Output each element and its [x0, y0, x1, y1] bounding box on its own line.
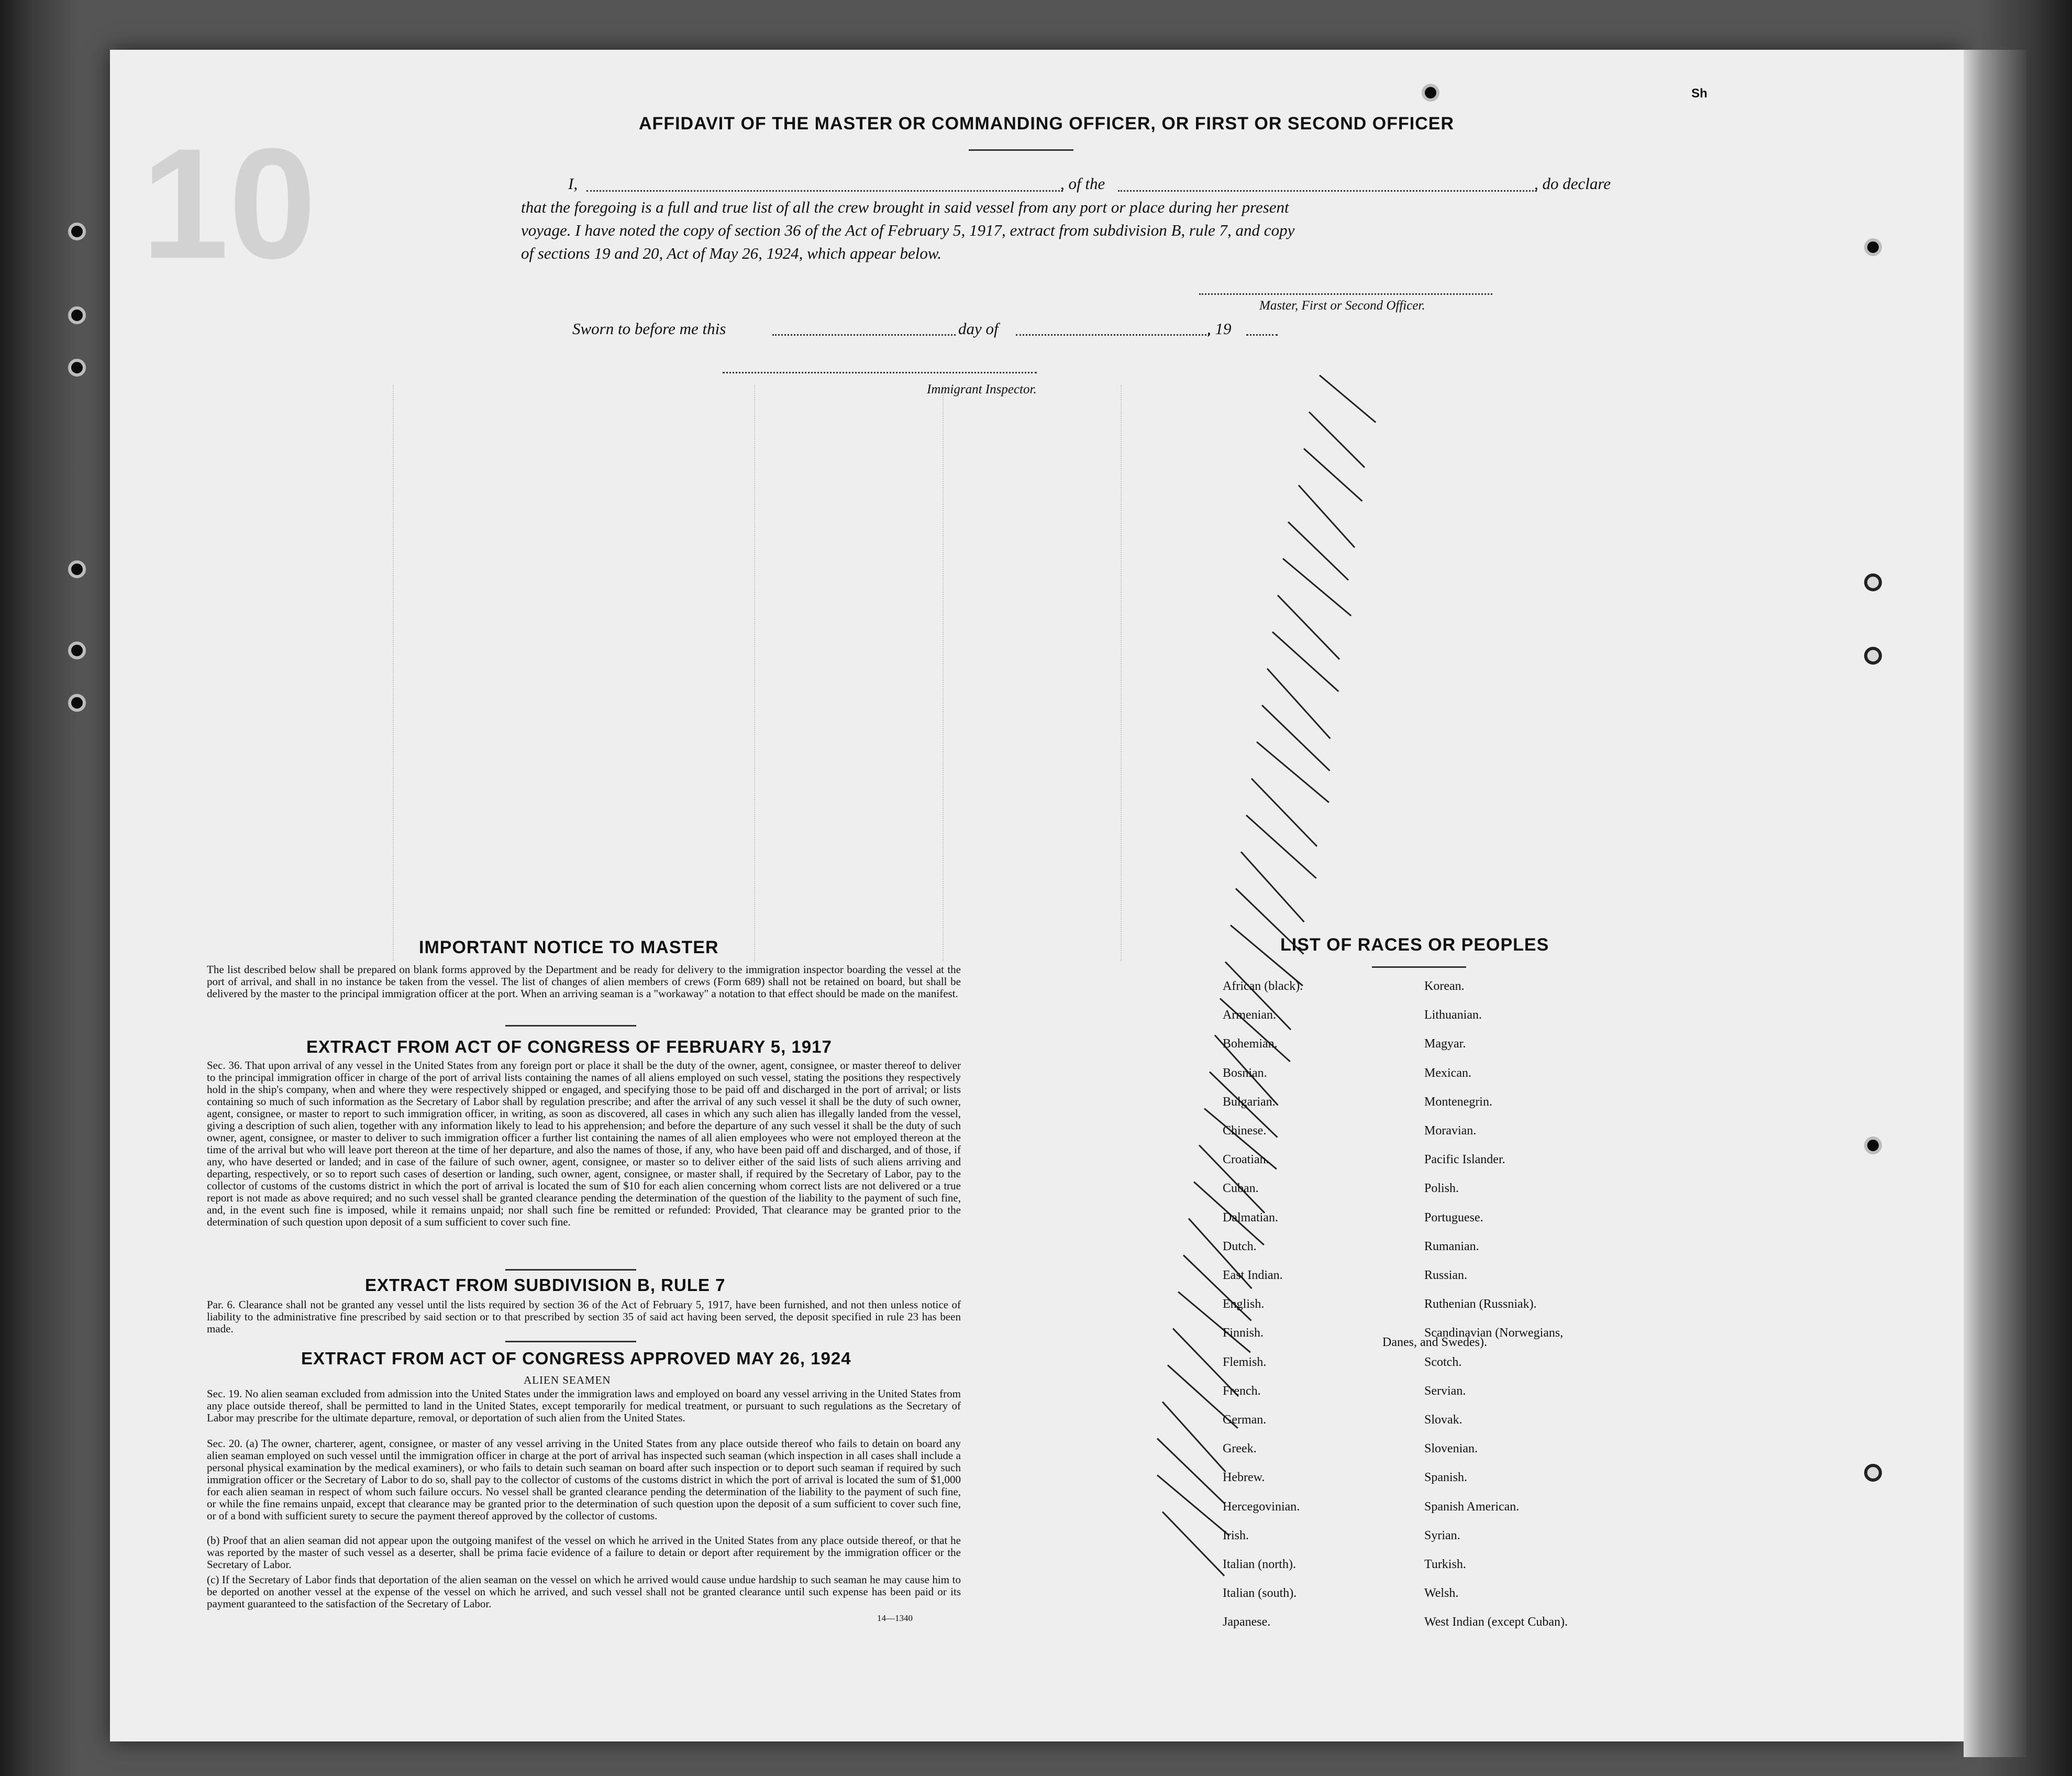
corner-mark: Sh: [1691, 86, 1708, 101]
extract-1924-subtitle: ALIEN SEAMEN: [524, 1374, 611, 1386]
section-rule: [505, 1341, 636, 1342]
document-page: [110, 50, 1964, 1741]
race-item: Magyar.: [1424, 1037, 1466, 1051]
race-item: Chinese.: [1223, 1124, 1267, 1138]
bleed-column-line: [943, 385, 944, 961]
race-item: Portuguese.: [1424, 1210, 1483, 1225]
section-rule: [505, 1025, 636, 1027]
extract-rule7-text: Par. 6. Clearance shall not be granted any vessel until the lists required by section 36 of the Act of February 5, 1917, have been furnished, and not then unless notice of liability to the administrative fine prescribed by said section or to that prescribed by section 35 of said act having been served, the deposit specified in rule 23 has been made.: [207, 1298, 961, 1335]
affidavit-line3: voyage. I have noted the copy of section 36 of the Act of February 5, 1917, extract from subdivision B, rule 7, and copy: [521, 221, 1295, 239]
race-item: German.: [1223, 1413, 1267, 1427]
affidavit-i: I,: [568, 174, 578, 193]
race-item: Bohemian.: [1223, 1037, 1278, 1051]
races-rule: [1372, 966, 1466, 968]
sworn-prefix: Sworn to before me this: [572, 319, 726, 338]
race-item: Bosnian.: [1223, 1066, 1267, 1080]
sworn-month-blank: [1016, 334, 1210, 336]
notice-text: The list described below shall be prepared on blank forms approved by the Department and be ready for delivery to the immigration inspector boarding the vessel at the port of arrival, and shall in no instance be taken from the vessel. The list of changes of alien members of crews (Form 689) shall not be retained on board, but shall be delivered by the master to the principal immigration officer at the port. When an arriving seaman is a "workaway" a notation to that effect should be made on the manifest.: [207, 963, 961, 1000]
affidavit-declare: , do declare: [1534, 174, 1611, 193]
extract-1917-text: Sec. 36. That upon arrival of any vessel in the United States from any foreign port or place it shall be the duty of the owner, agent, consignee, or master thereof to deliver to the principal immigration officer in charge of the port of arrival lists containing the names of all aliens employed on such vessel, stating the positions they respectively hold in the ship's company, when and where they were respectively shipped or engaged, and specifying those to be paid off and discharged in the port of arrival; or lists containing so much of such information as the Secretary of Labor shall by regulation prescribe; and after the arrival of any such vessel it shall be the duty of such owner, agent, consignee, or master to report to such immigration officer, in writing, as soon as discovered, all cases in which any such alien has illegally landed from the vessel, giving a description of such alien, together with any information likely to lead to his apprehension; and before the departure of any such vessel it shall be the duty of such owner, agent, consignee, or master to deliver to such immigration officer a further list containing the names of all alien employees who were not employed thereon at the time of the arrival but who will leave port thereon at the time of her departure, and also the names of those, if any, who have been paid off and discharged, and of those, if any, who have deserted or landed; and in case of the failure of such owner, agent, consignee, or master so to deliver either of the said lists of such aliens arriving and departing, respectively, or so to report such cases of desertion or landing, such owner, agent, consignee, or master shall, if required by the Secretary of Labor, pay to the collector of customs of the customs district in which the port of arrival is located the sum of $10 for each alien concerning whom correct lists are not delivered or a true report is not made as above required; and no such vessel shall be granted clearance pending the determination of the question of the liability to the payment of such fine, and, in the event such fine is imposed, while it remains unpaid; nor shall such fine be remitted or refunded: Provided, That clearance may be granted prior to the determination of such question upon deposit of a sum sufficient to cover such fine.: [207, 1059, 961, 1228]
extract-1924-sec20a: Sec. 20. (a) The owner, charterer, agent, consignee, or master of any vessel arriving in the United States from any place outside thereof who fails to detain on board any alien seaman employed on such vessel until the immigration officer in charge at the port of arrival has inspected such seaman (which inspection in all cases shall include a personal physical examination by the medical examiners), or who fails to detain such seaman on board after such inspection or to deport such seaman if required by such immigration officer or the Secretary of Labor to do so, shall pay to the collector of customs of the customs district in which the port of arrival is located the sum of $1,000 for each alien seaman in respect of whom such failure occurs. No vessel shall be granted clearance pending the determination of the liability to the payment of such fine, or while the fine remains unpaid, except that clearance may be granted prior to the determination of such question upon the deposit of a sum sufficient to cover such fine, or of a bond with sufficient surety to secure the payment thereof approved by the collector of customs.: [207, 1437, 961, 1522]
race-item: Finnish.: [1223, 1326, 1264, 1340]
race-item: Japanese.: [1223, 1615, 1271, 1629]
punch-hole: [1864, 238, 1882, 256]
extract-rule7-title: EXTRACT FROM SUBDIVISION B, RULE 7: [365, 1275, 726, 1295]
race-item: Slovak.: [1424, 1413, 1462, 1427]
punch-hole: [68, 223, 86, 240]
title-rule: [969, 149, 1073, 151]
race-item: Armenian.: [1223, 1008, 1276, 1022]
sworn-year: , 19: [1207, 319, 1232, 338]
race-item: Irish.: [1223, 1528, 1249, 1542]
bleed-column-line: [393, 385, 394, 961]
punch-hole: [68, 560, 86, 578]
race-item: Flemish.: [1223, 1355, 1267, 1369]
races-title: LIST OF RACES OR PEOPLES: [1280, 935, 1549, 955]
race-item: Moravian.: [1424, 1124, 1477, 1138]
race-item: Danes, and Swedes).: [1382, 1336, 1487, 1349]
punch-hole: [1864, 1137, 1882, 1154]
race-item: Servian.: [1424, 1384, 1466, 1398]
form-number: 14—1340: [877, 1613, 913, 1623]
affidavit-line2: that the foregoing is a full and true list of all the crew brought in said vessel from any port or place during her present: [521, 198, 1289, 216]
affidavit-title: AFFIDAVIT OF THE MASTER OR COMMANDING OFFICER, OR FIRST OR SECOND OFFICER: [639, 114, 1454, 134]
race-item: Spanish.: [1424, 1471, 1468, 1485]
affidavit-line4: of sections 19 and 20, Act of May 26, 1924, which appear below.: [521, 244, 942, 262]
race-item: Hebrew.: [1223, 1471, 1265, 1485]
extract-1924-title: EXTRACT FROM ACT OF CONGRESS APPROVED MAY 26, 1924: [301, 1349, 851, 1368]
race-item: Dalmatian.: [1223, 1210, 1278, 1225]
name-blank: [586, 190, 1063, 192]
race-item: Russian.: [1424, 1268, 1468, 1282]
master-signature-line: [1199, 293, 1492, 295]
race-item: Croatian.: [1223, 1153, 1269, 1167]
race-item: Polish.: [1424, 1182, 1459, 1196]
race-item: French.: [1223, 1384, 1261, 1398]
affidavit-of-the: , of the: [1060, 174, 1105, 193]
master-signature-caption: Master, First or Second Officer.: [1259, 299, 1425, 313]
race-item: West Indian (except Cuban).: [1424, 1615, 1568, 1629]
race-item: Italian (south).: [1223, 1586, 1297, 1601]
punch-hole: [1864, 573, 1882, 591]
bleed-through-number: 10: [141, 115, 316, 291]
race-item: Pacific Islander.: [1424, 1153, 1505, 1167]
race-item: Slovenian.: [1424, 1442, 1478, 1456]
race-item: Spanish American.: [1424, 1499, 1520, 1514]
sworn-day-of: day of: [958, 319, 999, 338]
sworn-day-blank: [772, 334, 956, 336]
extract-1924-sec20c: (c) If the Secretary of Labor finds that deportation of the alien seaman on the vessel on which he arrived would cause undue hardship to such seaman he may cause him to be deported on another vessel at the expense of the vessel on which he arrived, and such vessel shall not be granted clearance until such expense has been paid or its payment guaranteed to the satisfaction of the Secretary of Labor.: [207, 1573, 961, 1610]
bleed-column-line: [1121, 385, 1122, 961]
punch-hole: [68, 642, 86, 659]
race-item: Lithuanian.: [1424, 1008, 1482, 1022]
race-item: Mexican.: [1424, 1066, 1471, 1080]
race-item: Welsh.: [1424, 1586, 1459, 1601]
punch-hole: [1864, 1464, 1882, 1482]
bleed-column-line: [754, 385, 755, 961]
punch-hole: [1864, 647, 1882, 665]
sworn-year-blank: [1246, 334, 1278, 336]
race-item: Scotch.: [1424, 1355, 1462, 1369]
extract-1924-sec20b: (b) Proof that an alien seaman did not appear upon the outgoing manifest of the vessel on which he arrived in the United States from any place outside thereof, or that he was reported by the master of such vessel as a deserter, shall be prima facie evidence of a failure to detain or deport after requirement by the immigration officer or the Secretary of Labor.: [207, 1534, 961, 1571]
race-item: Italian (north).: [1223, 1558, 1296, 1571]
punch-hole: [68, 694, 86, 712]
extract-1924-sec19: Sec. 19. No alien seaman excluded from admission into the United States under the immigration laws and employed on board any vessel arriving in the United States from any place outside thereof, shall be permitted to land in the United States, except temporarily for medical treatment, or pursuant to such regulations as the Secretary of Labor may prescribe for the ultimate departure, removal, or deportation of such alien from the United States.: [207, 1387, 961, 1424]
inspector-signature-line: [723, 372, 1037, 373]
race-item: East Indian.: [1223, 1268, 1283, 1282]
section-rule: [505, 1269, 636, 1271]
race-item: Scandinavian (Norwegians,: [1424, 1326, 1564, 1340]
race-item: Dutch.: [1223, 1239, 1257, 1253]
vessel-blank: [1118, 190, 1537, 192]
race-item: Rumanian.: [1424, 1239, 1479, 1253]
race-item: Hercegovinian.: [1223, 1499, 1300, 1514]
race-item: Turkish.: [1424, 1558, 1466, 1571]
race-item: Montenegrin.: [1424, 1095, 1492, 1109]
extract-1917-title: EXTRACT FROM ACT OF CONGRESS OF FEBRUARY 5, 1917: [306, 1037, 832, 1056]
race-item: Ruthenian (Russniak).: [1424, 1297, 1537, 1311]
race-item: Korean.: [1424, 979, 1465, 993]
race-item: Greek.: [1223, 1442, 1257, 1456]
punch-hole: [68, 359, 86, 377]
punch-hole: [68, 306, 86, 324]
race-item: Bulgarian.: [1223, 1095, 1276, 1109]
race-item: Syrian.: [1424, 1528, 1460, 1542]
inspector-caption: Immigrant Inspector.: [927, 382, 1037, 396]
race-item: Cuban.: [1223, 1182, 1259, 1196]
notice-title: IMPORTANT NOTICE TO MASTER: [419, 937, 719, 957]
faint-signature: ​: [956, 1659, 960, 1711]
race-item: English.: [1223, 1297, 1265, 1311]
race-item: African (black).: [1223, 979, 1303, 993]
punch-hole: [1422, 84, 1439, 102]
